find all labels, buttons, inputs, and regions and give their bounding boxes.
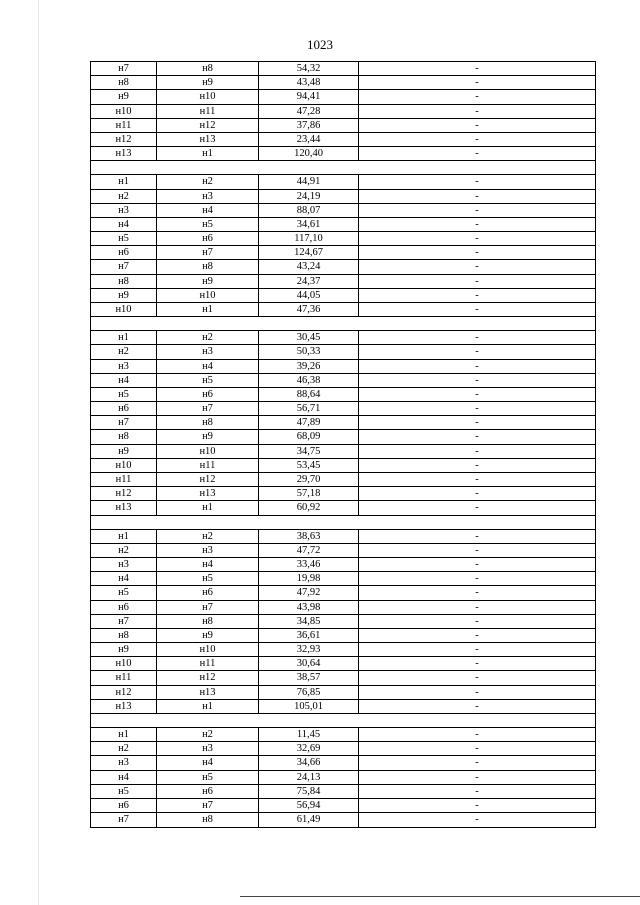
- length-cell: 23,44: [259, 133, 359, 146]
- from-point-cell: н10: [91, 303, 157, 316]
- to-point-cell: н13: [157, 487, 259, 500]
- length-cell: 43,24: [259, 260, 359, 273]
- to-point-cell: н10: [157, 90, 259, 103]
- length-cell: 34,61: [259, 218, 359, 231]
- from-point-cell: н6: [91, 799, 157, 812]
- length-cell: 39,26: [259, 360, 359, 373]
- table-row: [91, 416, 595, 430]
- note-cell: -: [475, 700, 479, 712]
- length-cell: 47,36: [259, 303, 359, 316]
- table-row: [91, 289, 595, 303]
- table-row: [91, 76, 595, 90]
- scan-edge-line: [38, 0, 39, 905]
- length-cell: 33,46: [259, 558, 359, 571]
- from-point-cell: н3: [91, 756, 157, 769]
- bottom-rule: [240, 896, 640, 897]
- note-cell: -: [475, 275, 479, 287]
- from-point-cell: н3: [91, 204, 157, 217]
- length-cell: 68,09: [259, 430, 359, 443]
- length-cell: 53,45: [259, 459, 359, 472]
- from-point-cell: н4: [91, 218, 157, 231]
- from-point-cell: н2: [91, 345, 157, 358]
- length-cell: 30,45: [259, 331, 359, 344]
- length-cell: 24,19: [259, 190, 359, 203]
- to-point-cell: н10: [157, 643, 259, 656]
- to-point-cell: н1: [157, 700, 259, 713]
- note-cell: -: [475, 247, 479, 259]
- note-cell: -: [475, 261, 479, 273]
- table-row: [91, 728, 595, 742]
- length-cell: 54,32: [259, 62, 359, 75]
- length-cell: 24,37: [259, 275, 359, 288]
- table-row: [91, 671, 595, 685]
- table-row: [91, 345, 595, 359]
- to-point-cell: н9: [157, 275, 259, 288]
- to-point-cell: н2: [157, 175, 259, 188]
- table-row: [91, 175, 595, 189]
- from-point-cell: н9: [91, 289, 157, 302]
- to-point-cell: н6: [157, 586, 259, 599]
- note-cell: -: [475, 743, 479, 755]
- note-cell: -: [475, 799, 479, 811]
- to-point-cell: н7: [157, 601, 259, 614]
- to-point-cell: н12: [157, 119, 259, 132]
- to-point-cell: н8: [157, 813, 259, 827]
- to-point-cell: н10: [157, 445, 259, 458]
- table-row: [91, 615, 595, 629]
- group-separator-row: [91, 317, 595, 331]
- note-cell: -: [475, 417, 479, 429]
- length-cell: 88,64: [259, 388, 359, 401]
- note-cell: -: [475, 63, 479, 74]
- table-row: [91, 275, 595, 289]
- to-point-cell: н8: [157, 416, 259, 429]
- to-point-cell: н13: [157, 686, 259, 699]
- table-row: [91, 686, 595, 700]
- to-point-cell: н12: [157, 671, 259, 684]
- table-row: [91, 90, 595, 104]
- table-row: [91, 331, 595, 345]
- table-row: [91, 459, 595, 473]
- note-cell: -: [475, 530, 479, 542]
- table-row: [91, 544, 595, 558]
- note-cell: -: [475, 360, 479, 372]
- table-row: [91, 473, 595, 487]
- note-cell: -: [475, 91, 479, 103]
- note-cell: -: [475, 459, 479, 471]
- from-point-cell: н10: [91, 459, 157, 472]
- boundary-segments-table: [90, 61, 596, 828]
- note-cell: -: [475, 771, 479, 783]
- length-cell: 75,84: [259, 785, 359, 798]
- note-cell: -: [475, 119, 479, 131]
- from-point-cell: н4: [91, 771, 157, 784]
- note-cell: -: [475, 176, 479, 188]
- to-point-cell: н2: [157, 331, 259, 344]
- length-cell: 105,01: [259, 700, 359, 713]
- to-point-cell: н7: [157, 402, 259, 415]
- to-point-cell: н9: [157, 430, 259, 443]
- from-point-cell: н9: [91, 445, 157, 458]
- table-row: [91, 643, 595, 657]
- table-row: [91, 530, 595, 544]
- note-cell: -: [475, 148, 479, 160]
- length-cell: 32,69: [259, 742, 359, 755]
- note-cell: -: [475, 559, 479, 571]
- table-row: [91, 601, 595, 615]
- table-row: [91, 204, 595, 218]
- to-point-cell: н9: [157, 629, 259, 642]
- from-point-cell: н13: [91, 501, 157, 514]
- note-cell: -: [475, 544, 479, 556]
- note-cell: -: [475, 502, 479, 514]
- length-cell: 30,64: [259, 657, 359, 670]
- note-cell: -: [475, 587, 479, 599]
- table-row: [91, 374, 595, 388]
- length-cell: 124,67: [259, 246, 359, 259]
- from-point-cell: н12: [91, 686, 157, 699]
- to-point-cell: н11: [157, 459, 259, 472]
- to-point-cell: н4: [157, 558, 259, 571]
- note-cell: -: [475, 204, 479, 216]
- length-cell: 46,38: [259, 374, 359, 387]
- table-row: [91, 799, 595, 813]
- table-row: [91, 119, 595, 133]
- from-point-cell: н13: [91, 147, 157, 160]
- to-point-cell: н6: [157, 785, 259, 798]
- length-cell: 120,40: [259, 147, 359, 160]
- from-point-cell: н1: [91, 728, 157, 741]
- table-row: [91, 742, 595, 756]
- from-point-cell: н10: [91, 105, 157, 118]
- note-cell: -: [475, 445, 479, 457]
- from-point-cell: н7: [91, 62, 157, 75]
- group-separator-row: [91, 161, 595, 175]
- length-cell: 19,98: [259, 572, 359, 585]
- length-cell: 47,28: [259, 105, 359, 118]
- table-row: [91, 785, 595, 799]
- to-point-cell: н1: [157, 501, 259, 514]
- to-point-cell: н5: [157, 771, 259, 784]
- from-point-cell: н12: [91, 487, 157, 500]
- note-cell: -: [475, 105, 479, 117]
- note-cell: -: [475, 218, 479, 230]
- from-point-cell: н1: [91, 175, 157, 188]
- to-point-cell: н5: [157, 218, 259, 231]
- length-cell: 61,49: [259, 813, 359, 827]
- from-point-cell: н7: [91, 416, 157, 429]
- from-point-cell: н2: [91, 742, 157, 755]
- table-row: [91, 558, 595, 572]
- note-cell: -: [475, 672, 479, 684]
- from-point-cell: н5: [91, 388, 157, 401]
- note-cell: -: [475, 473, 479, 485]
- from-point-cell: н4: [91, 374, 157, 387]
- from-point-cell: н9: [91, 643, 157, 656]
- from-point-cell: н7: [91, 615, 157, 628]
- note-cell: -: [475, 601, 479, 613]
- table-row: [91, 629, 595, 643]
- note-cell: -: [475, 332, 479, 344]
- table-row: [91, 190, 595, 204]
- from-point-cell: н8: [91, 430, 157, 443]
- from-point-cell: н9: [91, 90, 157, 103]
- length-cell: 36,61: [259, 629, 359, 642]
- from-point-cell: н11: [91, 119, 157, 132]
- to-point-cell: н4: [157, 756, 259, 769]
- table-row: [91, 445, 595, 459]
- to-point-cell: н1: [157, 303, 259, 316]
- note-cell: -: [475, 403, 479, 415]
- length-cell: 34,75: [259, 445, 359, 458]
- table-row: [91, 487, 595, 501]
- length-cell: 44,05: [259, 289, 359, 302]
- note-cell: -: [475, 729, 479, 741]
- length-cell: 117,10: [259, 232, 359, 245]
- table-row: [91, 105, 595, 119]
- to-point-cell: н2: [157, 530, 259, 543]
- to-point-cell: н6: [157, 232, 259, 245]
- from-point-cell: н1: [91, 331, 157, 344]
- table-row: [91, 402, 595, 416]
- note-cell: -: [475, 133, 479, 145]
- note-cell: -: [475, 190, 479, 202]
- to-point-cell: н1: [157, 147, 259, 160]
- from-point-cell: н1: [91, 530, 157, 543]
- length-cell: 47,89: [259, 416, 359, 429]
- to-point-cell: н5: [157, 374, 259, 387]
- length-cell: 29,70: [259, 473, 359, 486]
- note-cell: -: [475, 289, 479, 301]
- length-cell: 56,94: [259, 799, 359, 812]
- length-cell: 47,92: [259, 586, 359, 599]
- note-cell: -: [475, 629, 479, 641]
- to-point-cell: н4: [157, 204, 259, 217]
- table-row: [91, 700, 595, 714]
- table-row: [91, 756, 595, 770]
- table-row: [91, 147, 595, 161]
- from-point-cell: н2: [91, 190, 157, 203]
- table-row: [91, 657, 595, 671]
- length-cell: 57,18: [259, 487, 359, 500]
- note-cell: -: [475, 644, 479, 656]
- to-point-cell: н3: [157, 544, 259, 557]
- to-point-cell: н3: [157, 190, 259, 203]
- note-cell: -: [475, 686, 479, 698]
- from-point-cell: н13: [91, 700, 157, 713]
- length-cell: 34,85: [259, 615, 359, 628]
- length-cell: 38,63: [259, 530, 359, 543]
- note-cell: -: [475, 488, 479, 500]
- table-row: [91, 586, 595, 600]
- table-row: [91, 218, 595, 232]
- length-cell: 47,72: [259, 544, 359, 557]
- table-row: [91, 360, 595, 374]
- to-point-cell: н8: [157, 62, 259, 75]
- length-cell: 37,86: [259, 119, 359, 132]
- from-point-cell: н4: [91, 572, 157, 585]
- from-point-cell: н7: [91, 813, 157, 827]
- note-cell: -: [475, 374, 479, 386]
- length-cell: 44,91: [259, 175, 359, 188]
- length-cell: 88,07: [259, 204, 359, 217]
- length-cell: 43,48: [259, 76, 359, 89]
- to-point-cell: н7: [157, 246, 259, 259]
- to-point-cell: н3: [157, 742, 259, 755]
- table-row: [91, 303, 595, 317]
- length-cell: 76,85: [259, 686, 359, 699]
- from-point-cell: н5: [91, 785, 157, 798]
- to-point-cell: н11: [157, 657, 259, 670]
- length-cell: 60,92: [259, 501, 359, 514]
- to-point-cell: н4: [157, 360, 259, 373]
- length-cell: 24,13: [259, 771, 359, 784]
- note-cell: -: [475, 785, 479, 797]
- length-cell: 32,93: [259, 643, 359, 656]
- from-point-cell: н3: [91, 360, 157, 373]
- note-cell: -: [475, 388, 479, 400]
- to-point-cell: н5: [157, 572, 259, 585]
- table-row: [91, 572, 595, 586]
- note-cell: -: [475, 303, 479, 315]
- to-point-cell: н6: [157, 388, 259, 401]
- page-number: 1023: [307, 37, 333, 52]
- group-separator-row: [91, 714, 595, 728]
- from-point-cell: н7: [91, 260, 157, 273]
- table-row: [91, 246, 595, 260]
- table-row: [91, 430, 595, 444]
- from-point-cell: н8: [91, 76, 157, 89]
- note-cell: -: [475, 658, 479, 670]
- to-point-cell: н8: [157, 615, 259, 628]
- length-cell: 34,66: [259, 756, 359, 769]
- table-row: [91, 232, 595, 246]
- length-cell: 11,45: [259, 728, 359, 741]
- length-cell: 43,98: [259, 601, 359, 614]
- length-cell: 38,57: [259, 671, 359, 684]
- table-row: [91, 133, 595, 147]
- table-row: [91, 260, 595, 274]
- from-point-cell: н6: [91, 601, 157, 614]
- from-point-cell: н8: [91, 629, 157, 642]
- to-point-cell: н11: [157, 105, 259, 118]
- length-cell: 94,41: [259, 90, 359, 103]
- to-point-cell: н7: [157, 799, 259, 812]
- note-cell: -: [475, 77, 479, 89]
- from-point-cell: н10: [91, 657, 157, 670]
- table-row: [91, 771, 595, 785]
- from-point-cell: н3: [91, 558, 157, 571]
- from-point-cell: н6: [91, 402, 157, 415]
- note-cell: -: [475, 814, 479, 826]
- to-point-cell: н9: [157, 76, 259, 89]
- table-row: [91, 388, 595, 402]
- to-point-cell: н3: [157, 345, 259, 358]
- length-cell: 56,71: [259, 402, 359, 415]
- to-point-cell: н2: [157, 728, 259, 741]
- note-cell: -: [475, 346, 479, 358]
- note-cell: -: [475, 233, 479, 245]
- from-point-cell: н11: [91, 671, 157, 684]
- to-point-cell: н13: [157, 133, 259, 146]
- from-point-cell: н2: [91, 544, 157, 557]
- note-cell: -: [475, 573, 479, 585]
- from-point-cell: н5: [91, 232, 157, 245]
- note-cell: -: [475, 757, 479, 769]
- from-point-cell: н5: [91, 586, 157, 599]
- from-point-cell: н8: [91, 275, 157, 288]
- table-row: [91, 501, 595, 515]
- table-row: [91, 813, 595, 827]
- length-cell: 50,33: [259, 345, 359, 358]
- from-point-cell: н6: [91, 246, 157, 259]
- to-point-cell: н10: [157, 289, 259, 302]
- note-cell: -: [475, 615, 479, 627]
- to-point-cell: н12: [157, 473, 259, 486]
- from-point-cell: н12: [91, 133, 157, 146]
- to-point-cell: н8: [157, 260, 259, 273]
- table-row: [91, 62, 595, 76]
- from-point-cell: н11: [91, 473, 157, 486]
- note-cell: -: [475, 431, 479, 443]
- group-separator-row: [91, 516, 595, 530]
